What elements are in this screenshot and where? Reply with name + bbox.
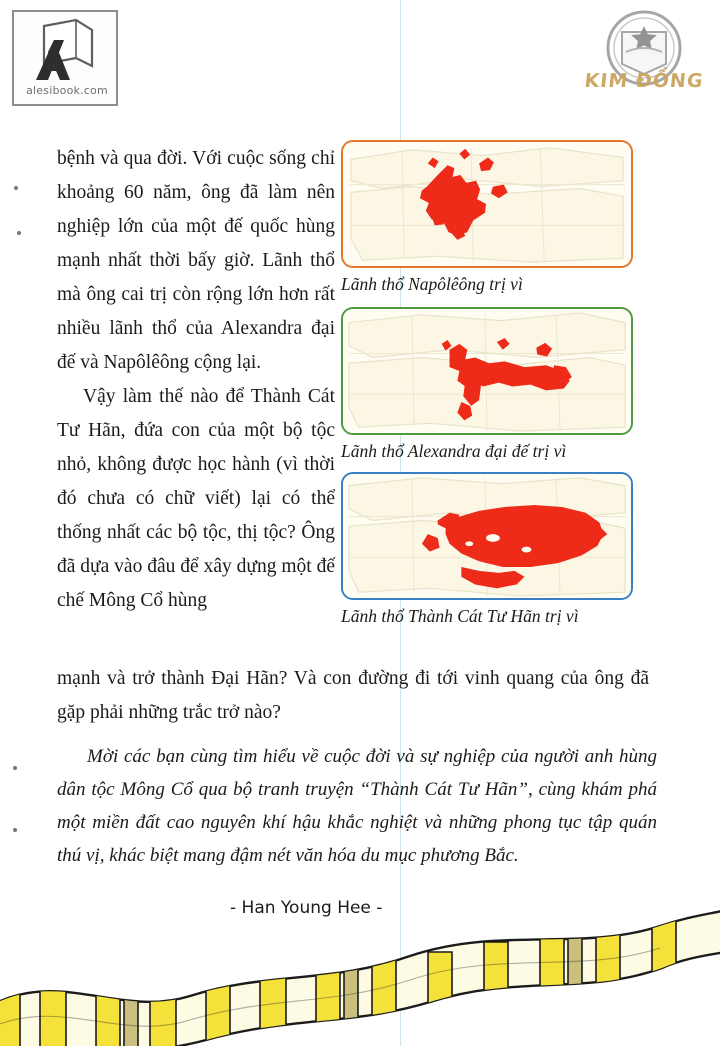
map-genghis [341,472,633,600]
emblem-icon [578,6,710,110]
paragraph-1: bệnh và qua đời. Với cuộc sống chỉ khoảng 60 năm, ông đã làm nên nghiệp lớn của một đế quốc hùng mạnh nhất thời bấy giờ. Lãnh thổ mà ông cai trị còn rộng lớn hơn rất nhiều lãnh thổ của Alexandra đại đế và Napôlêông cộng lại. [57,148,335,373]
decorative-road-illustration [0,856,720,1046]
figure-alexander [341,307,633,462]
map-alexander [341,307,633,435]
author-byline: - Han Young Hee - [230,898,383,918]
paragraph-3: Mời các bạn cùng tìm hiểu về cuộc đời và sự nghiệp của người anh hùng dân tộc Mông Cổ qua bộ tranh truyện “Thành Cát Tư Hãn”, cùng khám phá một miền đất cao nguyên khí hậu khắc nghiệt và những phong tục tập quán thú vị, khác biệt mang đậm nét văn hóa du mục phương Bắc. [57,746,657,866]
body-italic-block [57,740,657,872]
map-napoleon-graphic [343,142,631,266]
map-napoleon [341,140,633,268]
margin-speck [13,828,17,832]
watermark-site-label: alesibook.com [26,84,108,97]
watermark-logo [12,10,118,106]
figure-caption: Lãnh thổ Alexandra đại đế trị vì [341,441,567,461]
figure-caption: Lãnh thổ Napôlêông trị vì [341,274,523,294]
paragraph-2-tail: mạnh và trở thành Đại Hãn? Và con đường đi tới vinh quang của ông đã gặp phải những trắc trở nào? [57,668,649,723]
body-left-column [57,142,335,618]
map-genghis-graphic [343,474,631,598]
figure-napoleon [341,140,633,295]
publisher-brand-text: KIM ĐỒNG [583,70,705,92]
body-full-width [57,662,649,730]
map-alexander-graphic [343,309,631,433]
figure-genghis [341,472,633,627]
margin-speck [13,766,17,770]
figure-caption: Lãnh thổ Thành Cát Tư Hãn trị vì [341,606,579,626]
open-book-icon [14,16,120,84]
paragraph-2: Vậy làm thế nào để Thành Cát Tư Hãn, đứa con của một bộ tộc nhỏ, không được học hành (vì thời đó chưa có chữ viết) lại có thể thống nhất các bộ tộc, thị tộc? Ông đã dựa vào đâu để xây dựng một đế chế Mông Cổ hùng [57,386,335,611]
margin-speck [14,186,18,190]
publisher-emblem [578,6,710,110]
margin-speck [17,231,21,235]
